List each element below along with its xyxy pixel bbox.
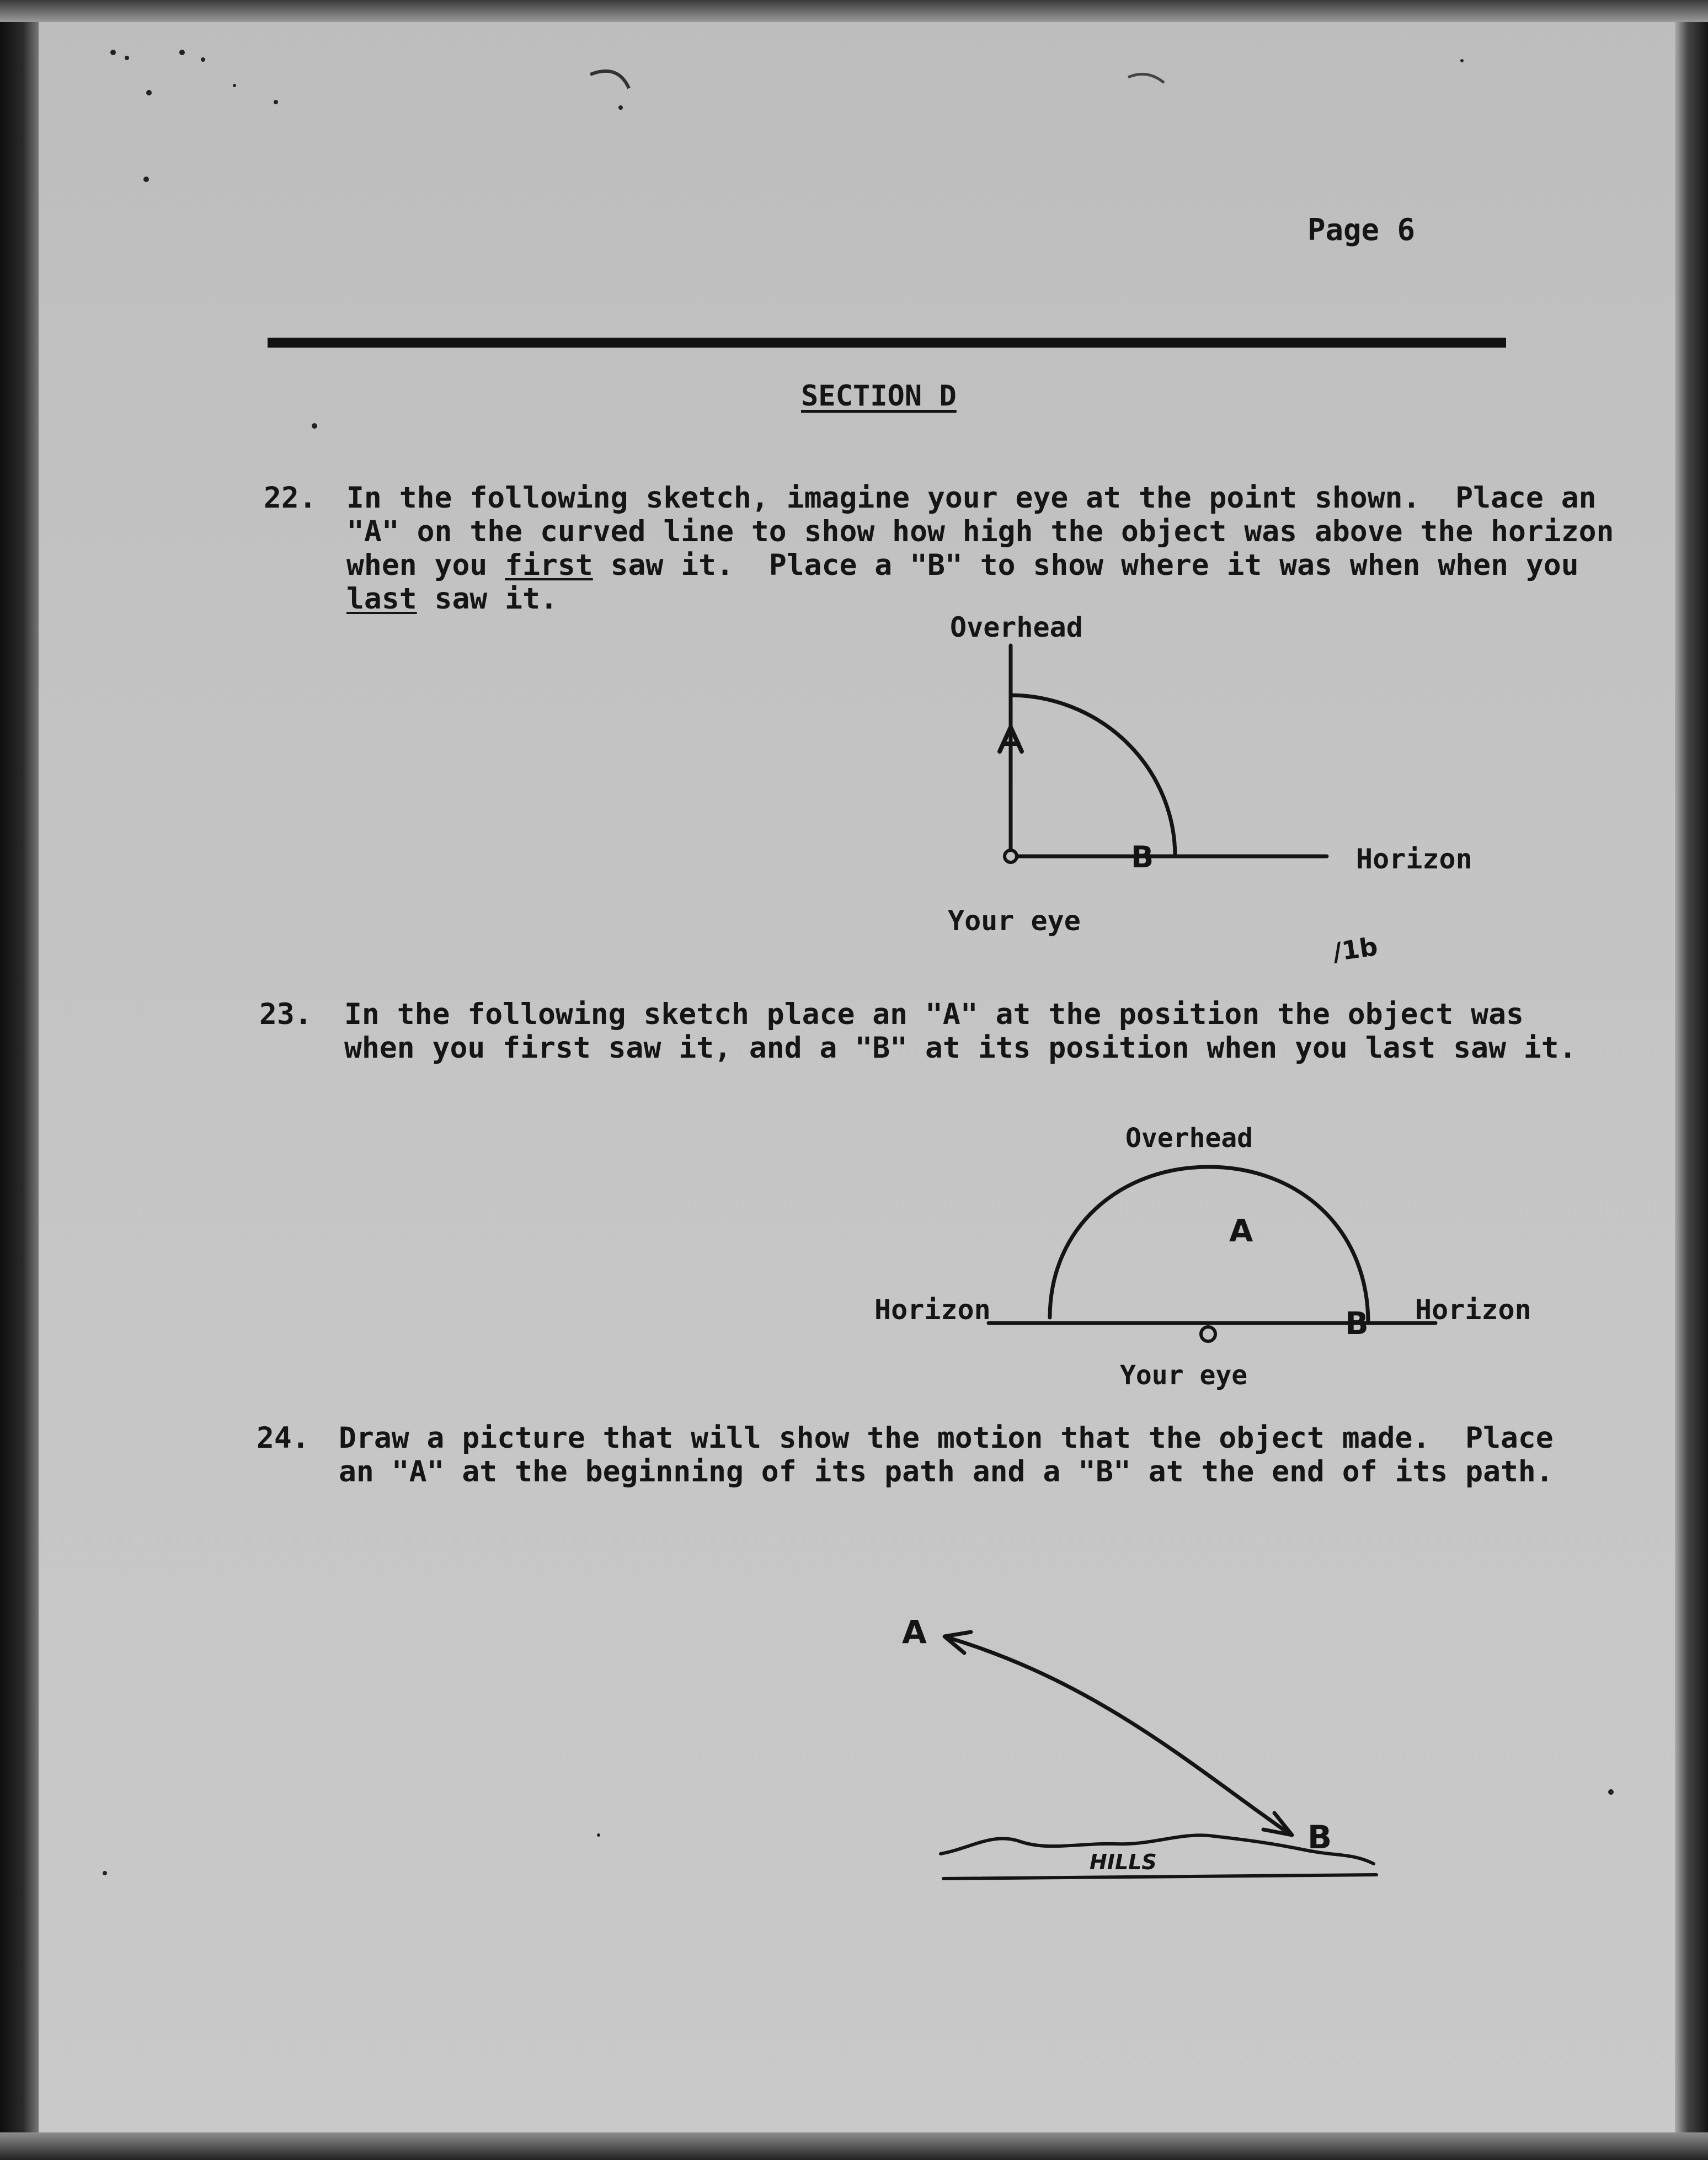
question-24-line-1: Draw a picture that will show the motion that the object made. Place: [339, 1421, 1554, 1455]
diagram-22-overhead-label: Overhead: [950, 611, 1083, 643]
drawing-24-handwritten-a: A: [902, 1613, 927, 1651]
question-24-number: 24.: [257, 1421, 309, 1455]
diagram-22-handwritten-b: B: [1131, 840, 1154, 874]
diagram-23-eye-point: [1201, 1327, 1215, 1341]
question-22-last-emphasis: last: [346, 582, 417, 616]
question-23-number: 23.: [259, 998, 312, 1031]
drawing-24-handwritten-b: B: [1307, 1818, 1332, 1856]
diagram-23-half-arc: [1050, 1167, 1368, 1323]
diagram-22-margin-note: /1b: [1331, 931, 1380, 967]
diagram-23-horizon-right-label: Horizon: [1415, 1294, 1531, 1326]
diagram-22-quarter-arc: [1011, 695, 1175, 856]
diagram-22-eye-label: Your eye: [948, 905, 1081, 937]
question-24-line-2: an "A" at the beginning of its path and a "B" at the end of its path.: [339, 1455, 1554, 1489]
question-22-line-1: In the following sketch, imagine your eye at the point shown. Place an: [346, 481, 1597, 515]
question-22-first-emphasis: first: [505, 548, 593, 582]
question-23-line-2: when you first saw it, and a "B" at its position when you last saw it.: [344, 1031, 1577, 1065]
section-title: SECTION D: [801, 380, 957, 413]
question-22-line-2: "A" on the curved line to show how high the object was above the horizon: [346, 515, 1614, 548]
question-22-line-3-pre: when you: [346, 548, 505, 582]
question-22-number: 22.: [264, 481, 317, 515]
question-22-line-3-post: saw it. Place a "B" to show where it was when when you: [593, 548, 1579, 582]
diagram-23-overhead-label: Overhead: [1125, 1123, 1253, 1154]
page-number: Page 6: [1307, 212, 1416, 247]
diagram-22-eye-point: [1005, 850, 1017, 862]
scan-mark-left: [590, 71, 629, 88]
diagram-23-eye-label: Your eye: [1120, 1360, 1248, 1391]
diagram-22-horizon-label: Horizon: [1356, 843, 1472, 875]
question-23-line-1: In the following sketch place an "A" at the position the object was: [344, 998, 1524, 1031]
drawing-24-motion-path: [948, 1638, 1288, 1833]
question-22-line-4-post: saw it.: [417, 582, 558, 616]
diagram-23-handwritten-a: A: [1229, 1213, 1253, 1249]
drawing-24-ground-line: [943, 1875, 1376, 1879]
diagram-23-horizon-left-label: Horizon: [874, 1294, 991, 1326]
scan-specks: [103, 50, 1614, 1875]
diagram-22: [1000, 646, 1327, 862]
diagram-23-handwritten-b: B: [1345, 1306, 1369, 1342]
drawing-24-hills-label: HILLS: [1090, 1850, 1157, 1874]
scan-mark-right: [1128, 74, 1164, 83]
